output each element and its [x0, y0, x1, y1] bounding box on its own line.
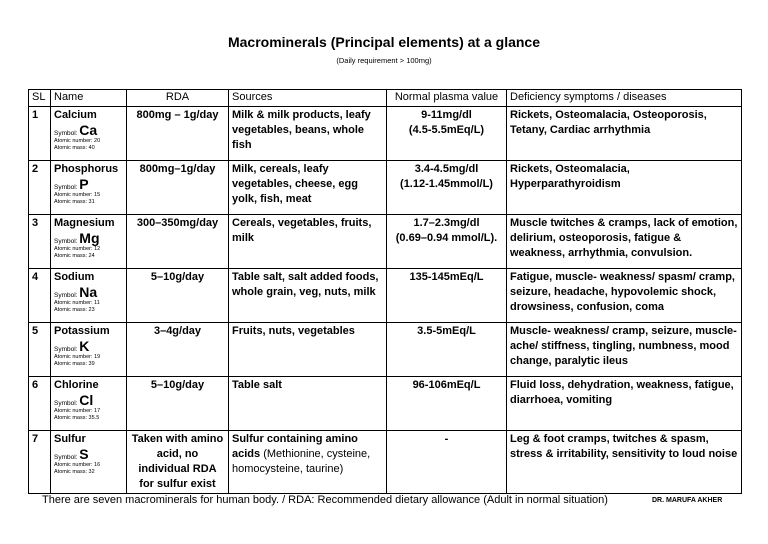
cell-rda: Taken with amino acid, no individual RDA for sulfur exist	[127, 431, 229, 494]
mineral-name: Chlorine	[54, 379, 99, 391]
table-row	[29, 215, 742, 269]
atomic-mass-label: Atomic mass:	[54, 253, 88, 259]
plasma-value: 9-11mg/dl	[421, 109, 472, 121]
atomic-mass-label: Atomic mass:	[54, 307, 88, 313]
atomic-mass: 32	[88, 469, 95, 475]
mineral-name: Potassium	[54, 325, 110, 337]
sources-text: Cereals, vegetables, fruits, milk	[232, 217, 372, 244]
header-plasma: Normal plasma value	[387, 90, 507, 107]
atomic-number-label: Atomic number:	[54, 408, 93, 414]
element-symbol: P	[79, 176, 89, 192]
cell-deficiency: Rickets, Osteomalacia, Hyperparathyroidism	[507, 161, 742, 215]
atomic-mass-label: Atomic mass:	[54, 145, 88, 151]
atomic-number-line	[54, 192, 123, 199]
atomic-mass-line	[54, 469, 123, 476]
atomic-mass: 35.5	[88, 415, 100, 421]
header-sources: Sources	[229, 90, 387, 107]
cell-sl: 4	[29, 269, 51, 323]
symbol-line	[54, 122, 123, 138]
cell-plasma	[387, 107, 507, 161]
atomic-number-label: Atomic number:	[54, 138, 93, 144]
cell-plasma	[387, 323, 507, 377]
symbol-label: Symbol:	[54, 184, 78, 191]
cell-name	[51, 377, 127, 431]
atomic-number: 19	[94, 354, 101, 360]
atomic-number: 15	[94, 192, 101, 198]
atomic-mass: 23	[88, 307, 95, 313]
element-symbol: K	[79, 338, 90, 354]
element-symbol: Na	[79, 284, 98, 300]
plasma-value-alt: (4.5-5.5mEq/L)	[408, 124, 485, 136]
plasma-value-alt: (1.12-1.45mmol/L)	[400, 178, 493, 190]
atomic-mass-line	[54, 145, 123, 152]
cell-sl: 6	[29, 377, 51, 431]
header-deficiency: Deficiency symptoms / diseases	[507, 90, 742, 107]
plasma-value: 135-145mEq/L	[409, 271, 484, 283]
atomic-mass-label: Atomic mass:	[54, 415, 88, 421]
header-sl: SL	[29, 90, 51, 107]
cell-name	[51, 215, 127, 269]
element-symbol: S	[79, 446, 89, 462]
mineral-name: Sulfur	[54, 433, 86, 445]
table-header-row	[29, 90, 742, 107]
plasma-value: 1.7–2.3mg/dl	[413, 217, 480, 229]
atomic-number-line	[54, 246, 123, 253]
cell-plasma	[387, 431, 507, 494]
symbol-label: Symbol:	[54, 292, 78, 299]
sources-text: Milk & milk products, leafy vegetables, beans, whole fish	[232, 109, 371, 151]
cell-sl: 5	[29, 323, 51, 377]
atomic-number: 16	[94, 462, 101, 468]
cell-sources	[229, 377, 387, 431]
mineral-name: Sodium	[54, 271, 95, 283]
cell-sources	[229, 269, 387, 323]
table-row	[29, 269, 742, 323]
atomic-number-label: Atomic number:	[54, 354, 93, 360]
cell-sources	[229, 323, 387, 377]
cell-deficiency: Rickets, Osteomalacia, Osteoporosis, Tetany, Cardiac arrhythmia	[507, 107, 742, 161]
plasma-value: 3.5-5mEq/L	[417, 325, 476, 337]
symbol-line	[54, 284, 123, 300]
atomic-mass-line	[54, 199, 123, 206]
atomic-mass-label: Atomic mass:	[54, 361, 88, 367]
plasma-value: 96-106mEq/L	[412, 379, 481, 391]
element-symbol: Mg	[79, 230, 100, 246]
cell-sources	[229, 107, 387, 161]
cell-name	[51, 161, 127, 215]
symbol-label: Symbol:	[54, 454, 78, 461]
mineral-name: Phosphorus	[54, 163, 119, 175]
cell-deficiency: Muscle- weakness/ cramp, seizure, muscle-ache/ stiffness, tingling, numbness, mood change, paralytic ileus	[507, 323, 742, 377]
cell-sl: 3	[29, 215, 51, 269]
symbol-line	[54, 446, 123, 462]
cell-sl: 7	[29, 431, 51, 494]
atomic-mass-line	[54, 361, 123, 368]
mineral-name: Magnesium	[54, 217, 115, 229]
author-credit: DR. MARUFA AKHER	[652, 497, 723, 504]
table-row	[29, 107, 742, 161]
atomic-number-line	[54, 462, 123, 469]
table-row	[29, 323, 742, 377]
sources-bold: Sulfur containing amino acids	[232, 433, 358, 460]
plasma-value-alt: (0.69–0.94 mmol/L).	[395, 232, 498, 244]
sources-text: Table salt, salt added foods, whole grain, veg, nuts, milk	[232, 271, 379, 298]
page-title: Macrominerals (Principal elements) at a glance	[227, 34, 540, 50]
sources-text: Table salt	[232, 379, 282, 391]
atomic-number: 11	[94, 300, 100, 306]
sources-text: Fruits, nuts, vegetables	[232, 325, 355, 337]
symbol-label: Symbol:	[54, 400, 78, 407]
cell-plasma	[387, 377, 507, 431]
atomic-mass: 40	[88, 145, 95, 151]
footer-note: There are seven macrominerals for human body. / RDA: Recommended dietary allowance (Adult in normal situation)	[42, 494, 608, 506]
cell-rda: 300–350mg/day	[127, 215, 229, 269]
atomic-number-line	[54, 300, 123, 307]
cell-name	[51, 431, 127, 494]
atomic-mass-label: Atomic mass:	[54, 469, 88, 475]
atomic-mass-line	[54, 307, 123, 314]
header-rda: RDA	[127, 90, 229, 107]
cell-plasma	[387, 215, 507, 269]
cell-rda: 800mg–1g/day	[127, 161, 229, 215]
plasma-value: 3.4-4.5mg/dl	[414, 163, 479, 175]
symbol-label: Symbol:	[54, 346, 78, 353]
symbol-label: Symbol:	[54, 130, 78, 137]
sources-text: (Methionine, cysteine, homocysteine, taurine)	[232, 448, 371, 475]
cell-deficiency: Muscle twitches & cramps, lack of emotion, delirium, osteoporosis, fatigue & weakness, arrhythmia, convulsion.	[507, 215, 742, 269]
table-row	[29, 161, 742, 215]
cell-rda: 800mg – 1g/day	[127, 107, 229, 161]
cell-rda: 5–10g/day	[127, 377, 229, 431]
header-name: Name	[51, 90, 127, 107]
cell-sl: 2	[29, 161, 51, 215]
atomic-number-label: Atomic number:	[54, 300, 93, 306]
cell-sources	[229, 161, 387, 215]
mineral-name: Calcium	[54, 109, 97, 121]
atomic-number-label: Atomic number:	[54, 246, 93, 252]
table-row	[29, 377, 742, 431]
cell-deficiency: Fatigue, muscle- weakness/ spasm/ cramp, seizure, headache, hypovolemic shock, drowsiness, confusion, coma	[507, 269, 742, 323]
atomic-mass: 39	[88, 361, 95, 367]
macrominerals-table	[28, 89, 742, 494]
element-symbol: Ca	[79, 122, 98, 138]
element-symbol: Cl	[79, 392, 94, 408]
symbol-line	[54, 230, 123, 246]
cell-plasma	[387, 269, 507, 323]
sources-text: Milk, cereals, leafy vegetables, cheese, egg yolk, fish, meat	[232, 163, 358, 205]
cell-deficiency: Leg & foot cramps, twitches & spasm, stress & irritability, sensitivity to loud noise	[507, 431, 742, 494]
cell-sources	[229, 431, 387, 494]
atomic-number-line	[54, 354, 123, 361]
symbol-label: Symbol:	[54, 238, 78, 245]
cell-deficiency: Fluid loss, dehydration, weakness, fatigue, diarrhoea, vomiting	[507, 377, 742, 431]
cell-sources	[229, 215, 387, 269]
cell-sl: 1	[29, 107, 51, 161]
atomic-number: 20	[94, 138, 101, 144]
atomic-mass-line	[54, 253, 123, 260]
atomic-mass: 24	[88, 253, 95, 259]
symbol-line	[54, 338, 123, 354]
atomic-number-line	[54, 408, 123, 415]
cell-plasma	[387, 161, 507, 215]
cell-rda: 3–4g/day	[127, 323, 229, 377]
cell-name	[51, 323, 127, 377]
atomic-mass-label: Atomic mass:	[54, 199, 88, 205]
atomic-mass-line	[54, 415, 123, 422]
atomic-number-line	[54, 138, 123, 145]
cell-name	[51, 107, 127, 161]
symbol-line	[54, 176, 123, 192]
cell-rda: 5–10g/day	[127, 269, 229, 323]
atomic-number: 12	[94, 246, 101, 252]
symbol-line	[54, 392, 123, 408]
atomic-number-label: Atomic number:	[54, 462, 93, 468]
table-row	[29, 431, 742, 494]
atomic-number: 17	[94, 408, 101, 414]
cell-name	[51, 269, 127, 323]
atomic-mass: 31	[88, 199, 95, 205]
page-subtitle: (Daily requirement > 100mg)	[336, 56, 432, 65]
plasma-value: -	[444, 433, 449, 445]
atomic-number-label: Atomic number:	[54, 192, 93, 198]
